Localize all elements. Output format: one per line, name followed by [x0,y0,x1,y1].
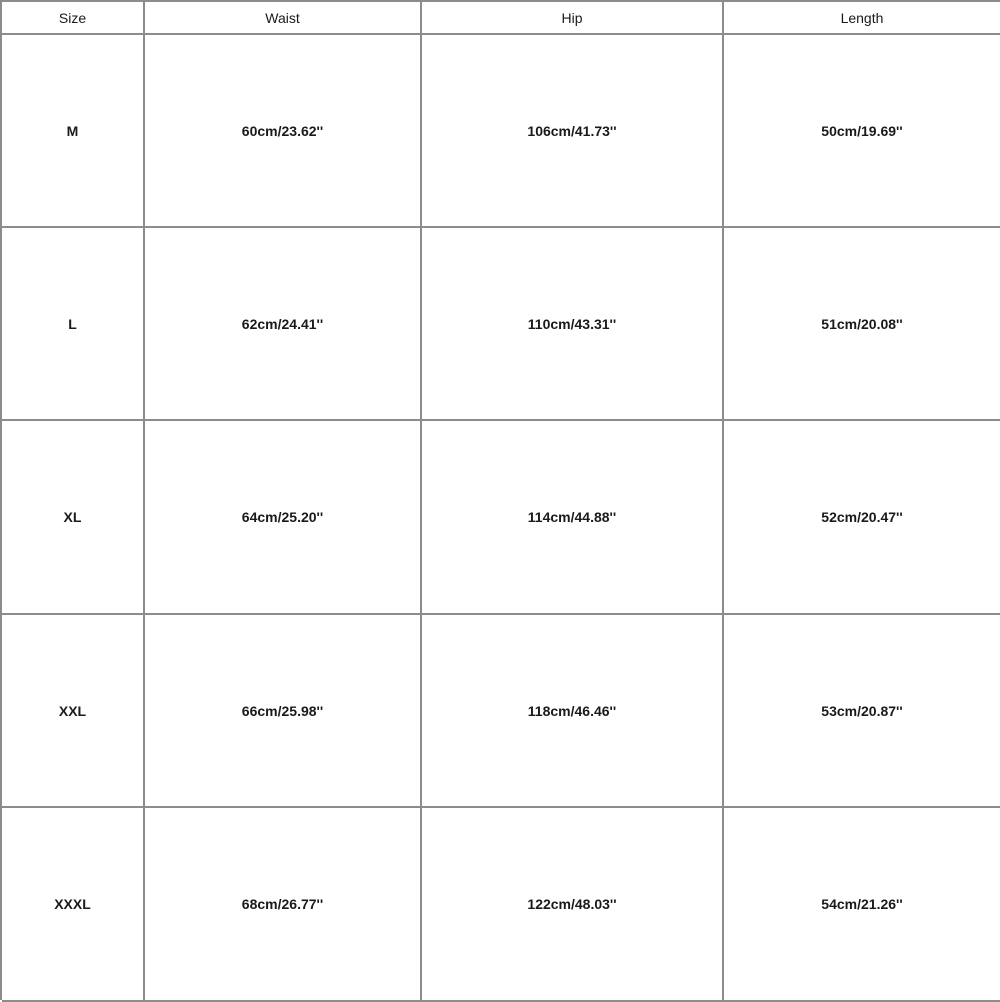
cell-waist: 64cm/25.20'' [145,421,422,615]
cell-size: XXL [2,615,145,808]
cell-hip: 110cm/43.31'' [422,228,724,421]
cell-length: 50cm/19.69'' [724,35,1000,228]
cell-size: M [2,35,145,228]
cell-waist: 66cm/25.98'' [145,615,422,808]
cell-hip: 122cm/48.03'' [422,808,724,1002]
cell-hip: 114cm/44.88'' [422,421,724,615]
cell-length: 52cm/20.47'' [724,421,1000,615]
cell-size: XXXL [2,808,145,1002]
cell-waist: 60cm/23.62'' [145,35,422,228]
cell-waist: 68cm/26.77'' [145,808,422,1002]
header-waist: Waist [145,2,422,35]
cell-size: L [2,228,145,421]
cell-length: 54cm/21.26'' [724,808,1000,1002]
header-length: Length [724,2,1000,35]
cell-size: XL [2,421,145,615]
header-size: Size [2,2,145,35]
cell-length: 51cm/20.08'' [724,228,1000,421]
cell-hip: 106cm/41.73'' [422,35,724,228]
cell-waist: 62cm/24.41'' [145,228,422,421]
cell-hip: 118cm/46.46'' [422,615,724,808]
cell-length: 53cm/20.87'' [724,615,1000,808]
header-hip: Hip [422,2,724,35]
